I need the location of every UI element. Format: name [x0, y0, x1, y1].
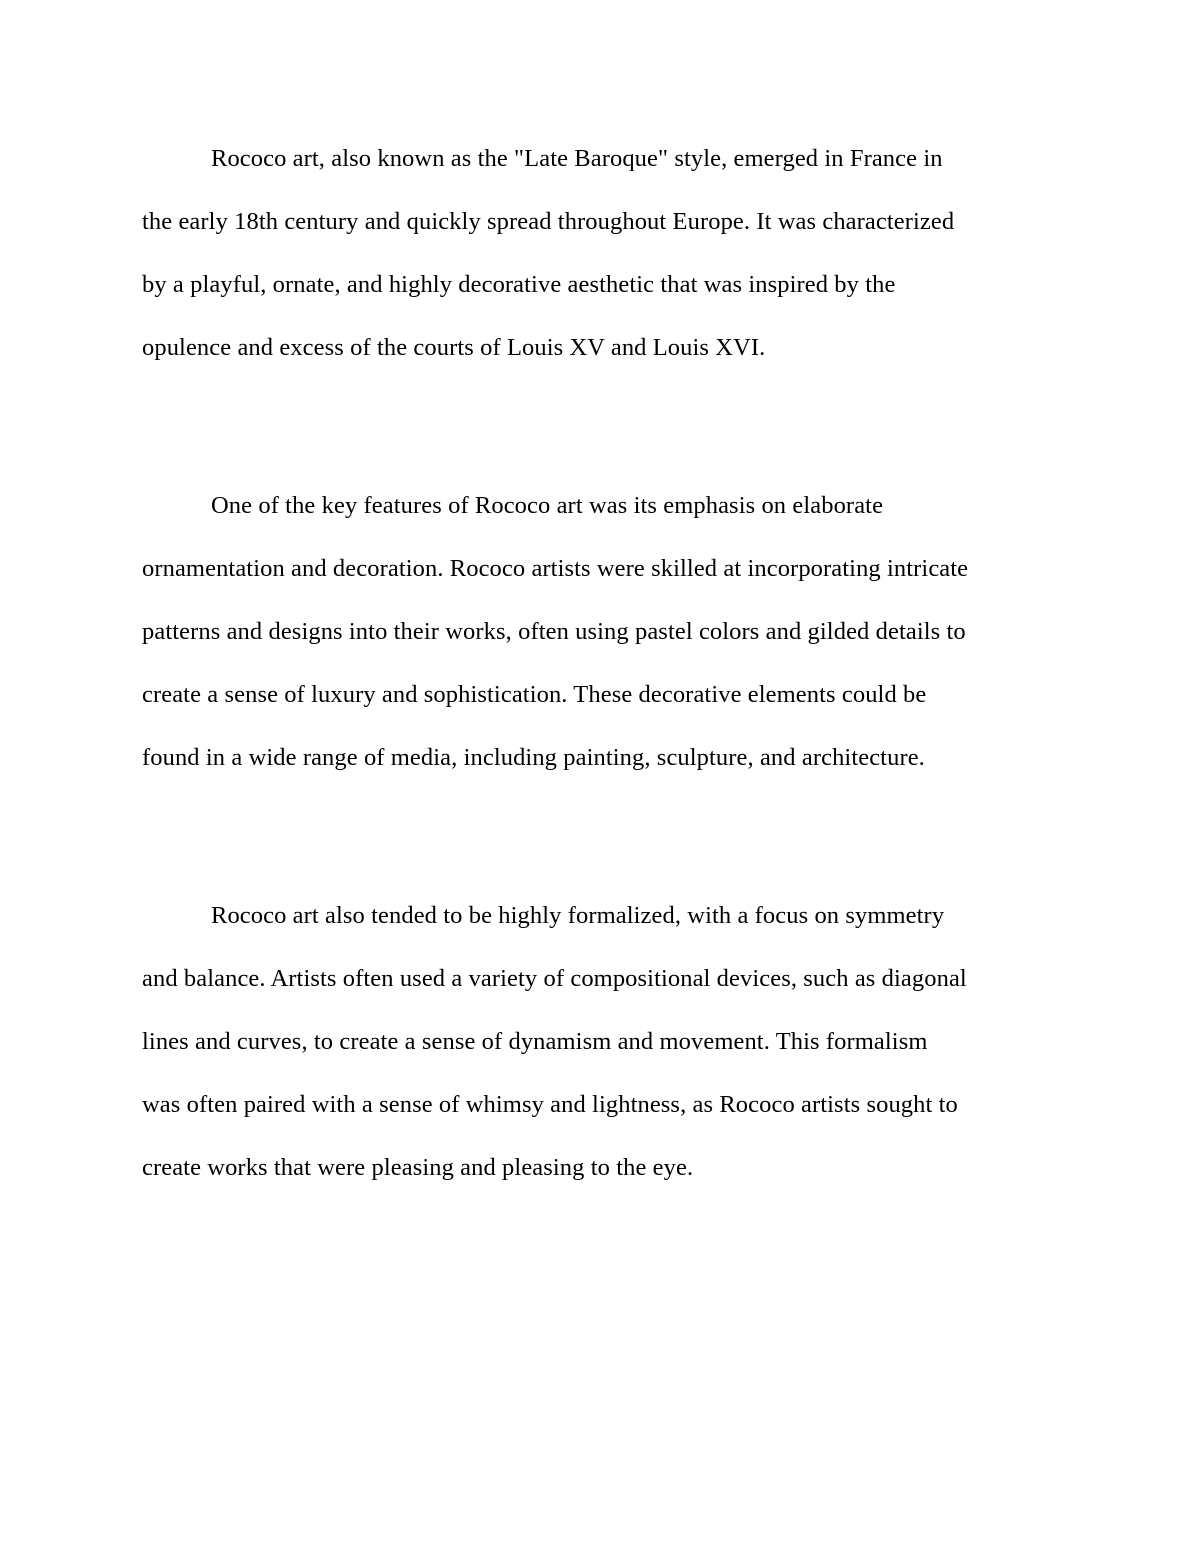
paragraph-line: the early 18th century and quickly spread throughout Europe. It was characterized — [142, 208, 955, 235]
paragraph-line: One of the key features of Rococo art was its emphasis on elaborate — [211, 492, 884, 519]
paragraph-line: Rococo art also tended to be highly formalized, with a focus on symmetry — [211, 902, 945, 929]
paragraph-line: by a playful, ornate, and highly decorative aesthetic that was inspired by the — [142, 271, 896, 298]
paragraph-line: and balance. Artists often used a variety of compositional devices, such as diagonal — [142, 965, 967, 992]
paragraph-line: found in a wide range of media, including painting, sculpture, and architecture. — [142, 744, 925, 771]
paragraph-line: Rococo art, also known as the "Late Baroque" style, emerged in France in — [211, 145, 943, 172]
paragraph-line: ornamentation and decoration. Rococo artists were skilled at incorporating intricate — [142, 555, 969, 582]
paragraph-line: opulence and excess of the courts of Louis XV and Louis XVI. — [142, 334, 766, 361]
paragraph-line: patterns and designs into their works, often using pastel colors and gilded details to — [142, 618, 966, 645]
paragraph-line: lines and curves, to create a sense of dynamism and movement. This formalism — [142, 1028, 928, 1055]
paragraph-line: create a sense of luxury and sophistication. These decorative elements could be — [142, 681, 927, 708]
paragraph-line: create works that were pleasing and pleasing to the eye. — [142, 1154, 694, 1181]
paragraph-line: was often paired with a sense of whimsy and lightness, as Rococo artists sought to — [142, 1091, 958, 1118]
